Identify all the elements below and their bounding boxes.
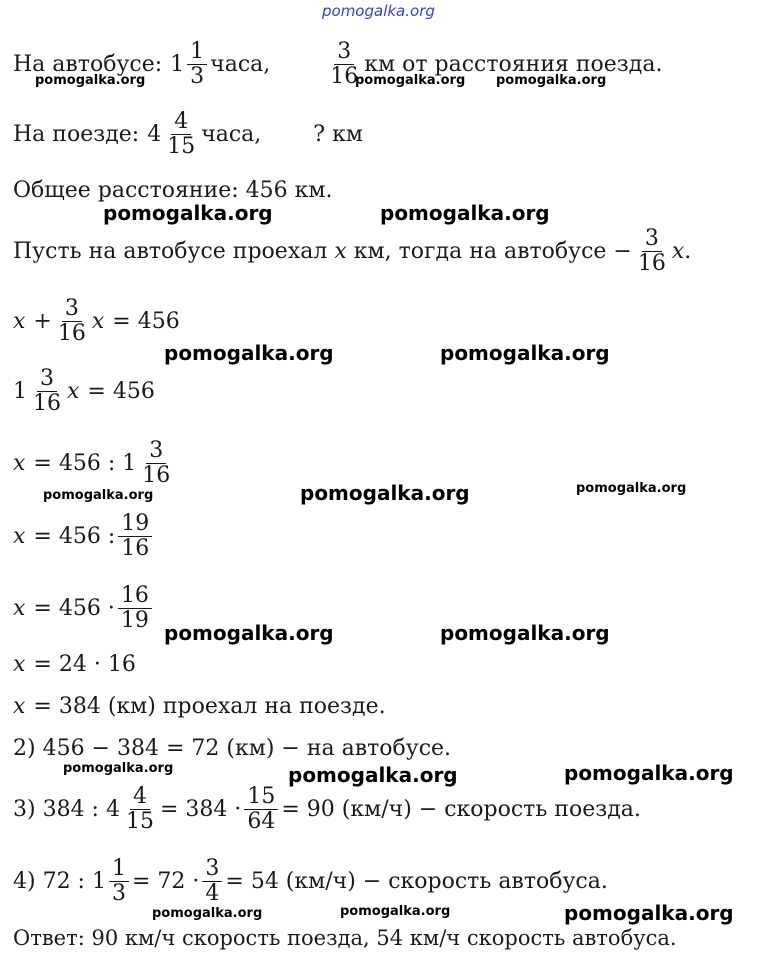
equation-2	[13, 366, 155, 416]
step-4	[13, 855, 608, 907]
bus-dist-num: 3	[334, 40, 354, 64]
eq1-plus: +	[33, 308, 52, 334]
train-frac-den: 15	[167, 133, 196, 159]
line-total-distance: Общее расстояние: 456 км.	[13, 177, 333, 203]
eq5-frac-den: 19	[120, 607, 149, 633]
eq6-expr: = 24 · 16	[33, 651, 136, 677]
let-end: .	[684, 238, 692, 264]
equation-3	[13, 438, 176, 488]
step3-frac1-num: 4	[130, 785, 150, 809]
step3-end: = 90 (км/ч) − скорость поезда.	[281, 796, 641, 822]
step3-fraction-1	[123, 785, 157, 832]
eq4-fraction	[118, 512, 152, 559]
eq7-x: x	[13, 693, 26, 719]
watermark: pomogalka.org	[63, 761, 174, 776]
equation-6	[13, 644, 136, 684]
bus-label: На автобусе:	[13, 51, 163, 77]
step4-end: = 54 (км/ч) − скорость автобуса.	[225, 868, 608, 894]
bus-frac-num: 1	[187, 40, 207, 64]
watermark-top: pomogalka.org	[322, 2, 435, 20]
eq1-x: x	[13, 308, 26, 334]
eq5-frac-num: 16	[118, 584, 152, 608]
watermark: pomogalka.org	[340, 904, 451, 919]
line-let	[13, 226, 691, 276]
watermark: pomogalka.org	[440, 341, 610, 365]
watermark: pomogalka.org	[164, 341, 334, 365]
watermark: pomogalka.org	[576, 481, 687, 496]
let-frac-den: 16	[637, 250, 666, 276]
let-var: x	[334, 238, 347, 264]
step-3	[13, 783, 641, 835]
train-mixed-number	[147, 110, 201, 157]
step4-fraction-1	[109, 857, 129, 904]
bus-whole: 1	[170, 51, 185, 77]
step3-frac2-den: 64	[247, 808, 276, 834]
eq6-x: x	[13, 651, 26, 677]
step4-frac2-num: 3	[202, 857, 222, 881]
eq5-expr: = 456 ·	[33, 595, 115, 621]
eq2-rhs: = 456	[87, 378, 155, 404]
eq2-fraction	[30, 367, 64, 414]
watermark: pomogalka.org	[440, 621, 610, 645]
step4-mid: = 72 ·	[131, 868, 200, 894]
step4-frac1-num: 1	[109, 857, 129, 881]
watermark: pomogalka.org	[380, 201, 550, 225]
let-fraction	[635, 227, 669, 274]
eq7-expr: = 384 (км) проехал на поезде.	[33, 693, 386, 719]
watermark: pomogalka.org	[164, 621, 334, 645]
equation-5	[13, 583, 155, 633]
let-frac-num: 3	[642, 227, 662, 251]
watermark: pomogalka.org	[564, 901, 734, 925]
eq2-whole: 1	[13, 378, 27, 404]
train-fraction	[164, 110, 198, 157]
watermark: pomogalka.org	[288, 763, 458, 787]
eq1-frac-den: 16	[57, 320, 86, 346]
eq3-frac-den: 16	[142, 462, 171, 488]
let-mid: км, тогда на автобусе −	[353, 238, 632, 264]
watermark: pomogalka.org	[152, 906, 263, 921]
let-pre: Пусть на автобусе проехал	[13, 238, 328, 264]
eq1-rhs: = 456	[112, 308, 180, 334]
bus-dist-den: 16	[330, 63, 359, 89]
watermark: pomogalka.org	[43, 488, 154, 503]
watermark: pomogalka.org	[300, 481, 470, 505]
step-2: 2) 456 − 384 = 72 (км) − на автобусе.	[13, 735, 452, 761]
step4-frac2-den: 4	[205, 880, 220, 906]
eq2-frac-den: 16	[33, 390, 61, 416]
eq3-x: x	[13, 450, 26, 476]
eq1-frac-num: 3	[62, 297, 82, 321]
bus-frac-den: 3	[190, 63, 205, 89]
equation-7	[13, 686, 386, 726]
eq4-frac-num: 19	[118, 512, 152, 536]
train-unit: часа,	[201, 121, 262, 147]
step3-frac2-num: 15	[244, 785, 278, 809]
watermark: pomogalka.org	[103, 201, 273, 225]
answer: Ответ: 90 км/ч скорость поезда, 54 км/ч скорость автобуса.	[13, 926, 677, 950]
eq2-x: x	[67, 378, 80, 404]
watermark: pomogalka.org	[355, 73, 466, 88]
train-rest: ? км	[313, 121, 363, 147]
eq2-frac-num: 3	[37, 367, 57, 391]
eq5-fraction	[118, 584, 152, 631]
equation-1	[13, 296, 180, 346]
line-train-time	[13, 110, 363, 158]
step4-pre: 4) 72 : 1	[13, 868, 106, 894]
eq3-frac-num: 3	[146, 439, 166, 463]
let-var2: x	[671, 238, 685, 264]
eq1-x2: x	[91, 308, 105, 334]
watermark: pomogalka.org	[496, 73, 607, 88]
step3-frac1-den: 15	[125, 808, 154, 834]
bus-unit: часа,	[210, 51, 271, 77]
eq4-expr: = 456 :	[33, 523, 116, 549]
step4-fraction-2	[202, 857, 222, 904]
step3-mid: = 384 ·	[159, 796, 242, 822]
step3-fraction-2	[244, 785, 278, 832]
step4-frac1-den: 3	[111, 880, 126, 906]
bus-mixed-number	[170, 40, 210, 87]
watermark: pomogalka.org	[564, 761, 734, 785]
eq5-x: x	[13, 595, 26, 621]
bus-fraction	[187, 40, 207, 87]
eq3-fraction	[139, 439, 173, 486]
train-label: На поезде:	[13, 121, 140, 147]
watermark: pomogalka.org	[35, 73, 146, 88]
eq1-fraction	[55, 297, 89, 344]
eq4-frac-den: 16	[121, 535, 150, 561]
eq4-x: x	[13, 523, 26, 549]
step3-pre: 3) 384 : 4	[13, 796, 120, 822]
train-frac-num: 4	[171, 110, 191, 134]
eq3-expr: = 456 : 1	[33, 450, 137, 476]
equation-4	[13, 511, 155, 561]
train-whole: 4	[147, 121, 162, 147]
bus-rest: км от расстояния поезда.	[364, 51, 663, 77]
